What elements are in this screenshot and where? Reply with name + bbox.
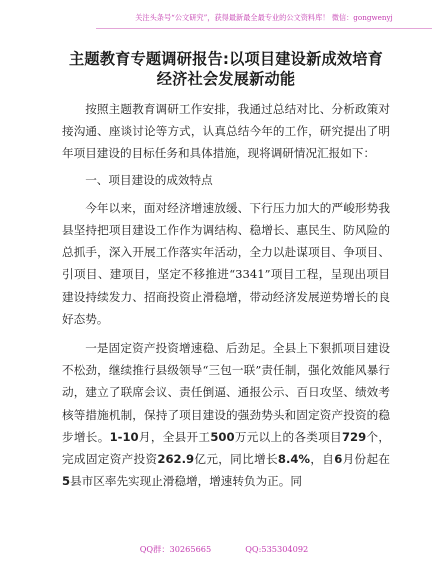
p2-text-3: 万元以上的各类项目 bbox=[234, 429, 342, 444]
footer-contacts bbox=[0, 540, 448, 558]
document-body bbox=[62, 50, 390, 492]
intro-paragraph: 按照主题教育调研工作安排，我通过总结对比、分析政策对接沟通、座谈讨论等方式，认真总结今年的工作，研究提出了明年项目建设的目标任务和具体措施，现将调研情况汇报如下： bbox=[62, 102, 390, 161]
p2-threshold: 500 bbox=[210, 429, 235, 444]
p2-county-count: 5 bbox=[62, 474, 71, 489]
p2-text-5: 亿元，同比增长 bbox=[194, 452, 278, 467]
p2-growth-rate: 8.4% bbox=[277, 452, 311, 467]
title-line-2: 经济社会发展新动能 bbox=[156, 69, 296, 88]
p2-text-7: 月份起在 bbox=[342, 452, 390, 467]
p2-text-6: ，自 bbox=[310, 452, 335, 467]
section-heading: 一、项目建设的成效特点 bbox=[85, 172, 213, 187]
p2-text-4: 个，完成固定资产投资 bbox=[62, 429, 390, 467]
paragraph-overview: 今年以来，面对经济增速放缓、下行压力加大的严峻形势我县坚持把项目建设工作作为调结构、稳增长、惠民生、防风险的总抓手，深入开展工作落实年活动，全力以赴谋项目、争项目、引项目、建项目，坚定不移推进“3341”项目工程，呈现出项目建设持续发力、招商投资止滑稳增，带动经济发展逆势增长的良好态势。 bbox=[62, 200, 390, 326]
p2-text-1: 一是固定资产投资增速稳、后劲足。全县上下狠抓项目建设不松劲，继续推行县级领导“三包一联”责任制，强化效能风暴行动，建立了联席会议、责任倒逼、通报公示、百日攻坚、绩效考核等措施机制，保持了项目建设的强劲势头和固定资产投资的稳步增长。 bbox=[62, 341, 390, 444]
footer-qq-group: QQ群：30265665 bbox=[139, 544, 212, 554]
footer-qq: QQ:535304092 bbox=[245, 544, 309, 554]
p2-period: 1-10 bbox=[109, 429, 139, 444]
header-banner: 关注头条号“公文研究”，获得最新最全最专业的公文资料库！ 微信：gongwenyj bbox=[96, 10, 432, 29]
title-line-1: 主题教育专题调研报告:以项目建设新成效培育 bbox=[68, 50, 384, 68]
p2-text-2: 月，全县开工 bbox=[138, 429, 211, 444]
p2-investment-amount: 262.9 bbox=[157, 452, 195, 467]
paragraph-investment bbox=[62, 337, 390, 492]
page-title bbox=[62, 50, 390, 89]
p2-project-count: 729 bbox=[341, 429, 367, 444]
p2-month: 6 bbox=[334, 452, 343, 467]
p2-text-8: 县市区率先实现止滑稳增，增速转负为正。同 bbox=[70, 474, 302, 489]
